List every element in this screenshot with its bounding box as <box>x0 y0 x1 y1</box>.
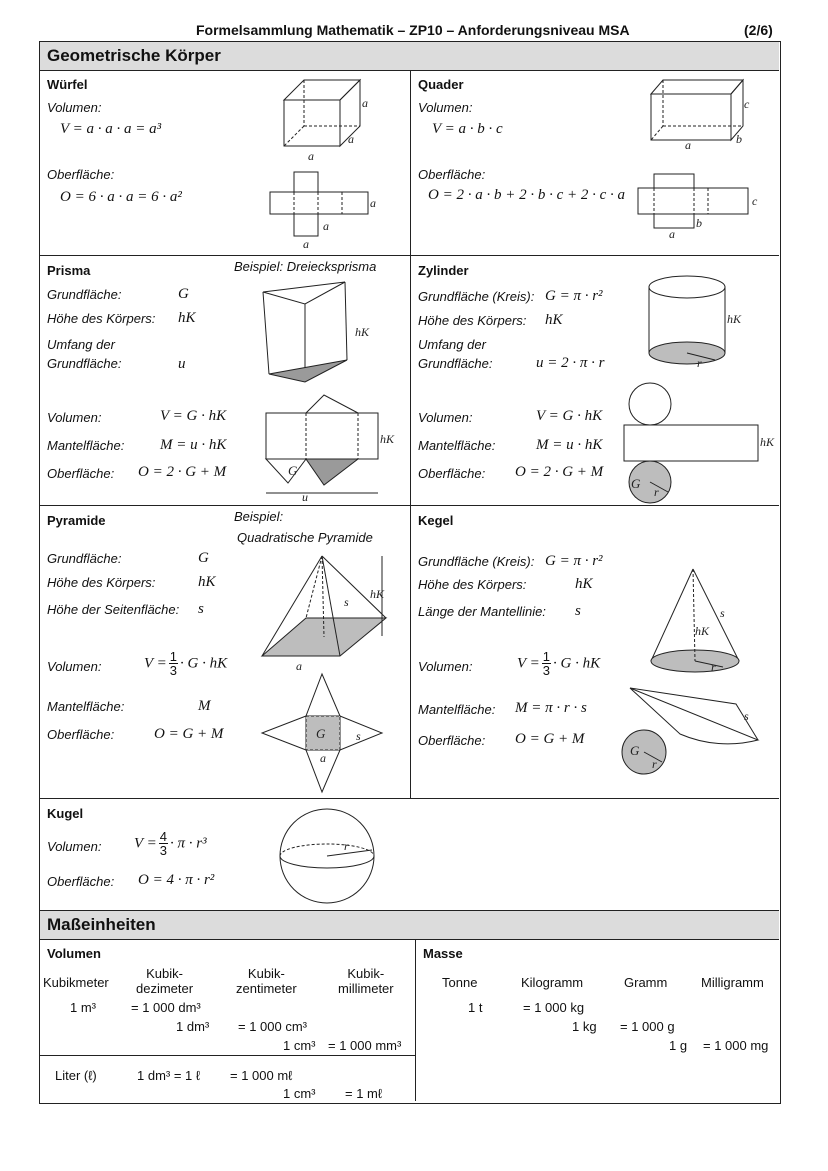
zylinder-vol-label: Volumen: <box>418 410 473 425</box>
zylinder-perim-label: Grundfläche: <box>418 356 493 371</box>
liter-row: = 1 000 mℓ <box>230 1068 293 1083</box>
wuerfel-surf-formula: O = 6 · a · a = 6 · a² <box>60 189 182 205</box>
prisma-mantel-label: Mantelfläche: <box>47 438 125 453</box>
pyramide-surf-formula: O = G + M <box>154 726 224 742</box>
volumen-title: Volumen <box>47 946 101 961</box>
zylinder-perim-formula: u = 2 · π · r <box>536 355 605 371</box>
volumen-row: = 1 000 mm³ <box>328 1038 402 1053</box>
prisma-vol-label: Volumen: <box>47 410 102 425</box>
svg-text:b: b <box>696 216 702 230</box>
prisma-surf-formula: O = 2 · G + M <box>138 464 227 480</box>
svg-text:hK: hK <box>695 624 710 638</box>
svg-text:s: s <box>720 606 725 620</box>
cylinder-diagram <box>645 265 755 380</box>
pyramide-mantel-sym: M <box>198 698 211 714</box>
sphere-diagram <box>276 806 380 906</box>
kugel-surf-formula: O = 4 · π · r² <box>138 872 215 888</box>
pyramide-title: Pyramide <box>47 513 106 528</box>
svg-text:hK: hK <box>370 587 385 601</box>
pyramide-height-label: Höhe des Körpers: <box>47 575 156 590</box>
svg-text:a: a <box>669 227 675 241</box>
quader-title: Quader <box>418 77 464 92</box>
section-geometrische-koerper: Geometrische Körper <box>40 42 779 71</box>
cone-diagram <box>645 565 755 680</box>
pyramide-vol-formula: V = $\frac{1}{3}$ · G · hK <box>144 649 228 678</box>
volumen-header: Kubik- zentimeter <box>236 966 297 996</box>
volumen-header: Kubikmeter <box>43 975 109 990</box>
svg-text:hK: hK <box>380 432 395 446</box>
wuerfel-surf-label: Oberfläche: <box>47 167 115 182</box>
prisma-perim-label: Umfang der <box>47 337 115 352</box>
masse-row: 1 t <box>468 1000 483 1015</box>
svg-text:G: G <box>631 476 641 491</box>
svg-text:a: a <box>296 659 302 672</box>
pyramide-example: Beispiel: <box>234 509 284 524</box>
prisma-base-label: Grundfläche: <box>47 287 122 302</box>
grid-divider <box>415 940 416 1101</box>
svg-text:r: r <box>697 356 702 370</box>
pyramide-surf-label: Oberfläche: <box>47 727 115 742</box>
liter-row: 1 cm³ <box>283 1086 316 1101</box>
kegel-mantel-formula: M = π · r · s <box>515 700 587 716</box>
svg-text:G: G <box>288 463 298 478</box>
grid-divider <box>40 1055 415 1056</box>
masse-row: 1 g <box>669 1038 688 1053</box>
square-pyramid-diagram <box>258 550 398 672</box>
kegel-line-label: Länge der Mantellinie: <box>418 604 546 619</box>
volumen-row: 1 dm³ <box>176 1019 210 1034</box>
zylinder-mantel-formula: M = u · hK <box>536 437 603 453</box>
zylinder-base-label: Grundfläche (Kreis): <box>418 289 535 304</box>
svg-text:G: G <box>630 743 640 758</box>
svg-text:r: r <box>711 660 716 674</box>
cube-net-diagram <box>268 170 380 252</box>
svg-text:s: s <box>344 595 349 609</box>
masse-header: Tonne <box>442 975 478 990</box>
prisma-vol-formula: V = G · hK <box>160 408 227 424</box>
cone-net-diagram <box>618 682 778 797</box>
svg-text:hK: hK <box>727 312 742 326</box>
prisma-height-label: Höhe des Körpers: <box>47 311 156 326</box>
cuboid-diagram <box>645 72 755 152</box>
svg-text:a: a <box>370 196 376 210</box>
svg-text:c: c <box>752 194 758 208</box>
kegel-base-label: Grundfläche (Kreis): <box>418 554 535 569</box>
svg-text:a: a <box>303 237 309 251</box>
pyramide-base-label: Grundfläche: <box>47 551 122 566</box>
masse-header: Gramm <box>624 975 668 990</box>
wuerfel-title: Würfel <box>47 77 88 92</box>
zylinder-mantel-label: Mantelfläche: <box>418 438 496 453</box>
kegel-vol-formula: V = $\frac{1}{3}$ · G · hK <box>517 649 601 678</box>
kegel-surf-label: Oberfläche: <box>418 733 486 748</box>
volumen-header: Kubik- millimeter <box>338 966 394 996</box>
volumen-row: 1 m³ <box>70 1000 96 1015</box>
svg-text:a: a <box>320 751 326 765</box>
volumen-header: Kubik- dezimeter <box>136 966 194 996</box>
kegel-surf-formula: O = G + M <box>515 731 585 747</box>
svg-text:s: s <box>356 729 361 743</box>
svg-text:hK: hK <box>760 435 775 449</box>
pyramide-base-sym: G <box>198 550 209 566</box>
kegel-mantel-label: Mantelfläche: <box>418 702 496 717</box>
svg-text:c: c <box>744 97 750 111</box>
kegel-height-sym: hK <box>575 576 593 592</box>
zylinder-title: Zylinder <box>418 263 469 278</box>
prisma-example: Beispiel: Dreiecksprisma <box>234 259 377 274</box>
zylinder-height-sym: hK <box>545 312 563 328</box>
pyramide-height-sym: hK <box>198 574 216 590</box>
zylinder-height-label: Höhe des Körpers: <box>418 313 527 328</box>
prisma-perim-label: Grundfläche: <box>47 356 122 371</box>
quader-surf-formula: O = 2 · a · b + 2 · b · c + 2 · c · a <box>428 187 626 203</box>
masse-title: Masse <box>423 946 463 961</box>
quader-surf-label: Oberfläche: <box>418 167 486 182</box>
svg-text:hK: hK <box>355 325 370 339</box>
triangular-prism-diagram <box>255 278 385 390</box>
masse-row: = 1 000 mg <box>703 1038 769 1053</box>
masse-header: Milligramm <box>701 975 764 990</box>
prisma-base-sym: G <box>178 286 189 302</box>
label-a: a <box>348 132 354 146</box>
masse-row: = 1 000 g <box>620 1019 675 1034</box>
svg-text:u: u <box>302 490 308 503</box>
zylinder-vol-formula: V = G · hK <box>536 408 603 424</box>
svg-text:r: r <box>654 485 659 499</box>
pyramid-net-diagram <box>258 670 398 800</box>
section-masseinheiten: Maßeinheiten <box>40 911 779 940</box>
zylinder-surf-label: Oberfläche: <box>418 466 486 481</box>
quader-vol-formula: V = a · b · c <box>432 121 503 137</box>
svg-text:a: a <box>323 219 329 233</box>
label-a: a <box>362 96 368 110</box>
kegel-base-formula: G = π · r² <box>545 553 603 569</box>
kegel-line-sym: s <box>575 603 581 619</box>
grid-divider <box>410 71 411 798</box>
liter-label: Liter (ℓ) <box>55 1068 97 1083</box>
zylinder-perim-label: Umfang der <box>418 337 486 352</box>
pyramide-side-label: Höhe der Seitenfläche: <box>47 602 180 617</box>
liter-row: 1 dm³ = 1 ℓ <box>137 1068 201 1083</box>
svg-text:b: b <box>736 132 742 146</box>
prisma-surf-label: Oberfläche: <box>47 466 115 481</box>
quader-vol-label: Volumen: <box>418 100 473 115</box>
page-number: (2/6) <box>744 22 773 38</box>
svg-text:s: s <box>744 709 749 723</box>
wuerfel-vol-label: Volumen: <box>47 100 102 115</box>
kugel-surf-label: Oberfläche: <box>47 874 115 889</box>
prisma-height-sym: hK <box>178 310 196 326</box>
grid-divider <box>40 505 779 506</box>
masse-row: 1 kg <box>572 1019 597 1034</box>
svg-text:r: r <box>652 757 657 771</box>
cylinder-net-diagram <box>620 380 780 505</box>
volumen-row: = 1 000 cm³ <box>238 1019 308 1034</box>
prisma-title: Prisma <box>47 263 91 278</box>
wuerfel-vol-formula: V = a · a · a = a³ <box>60 121 162 137</box>
zylinder-base-formula: G = π · r² <box>545 288 603 304</box>
svg-text:a: a <box>685 138 691 152</box>
prism-net-diagram <box>262 393 402 503</box>
grid-divider <box>40 255 779 256</box>
pyramide-side-sym: s <box>198 601 204 617</box>
liter-row: = 1 mℓ <box>345 1086 383 1101</box>
kegel-height-label: Höhe des Körpers: <box>418 577 527 592</box>
prisma-mantel-formula: M = u · hK <box>160 437 227 453</box>
zylinder-surf-formula: O = 2 · G + M <box>515 464 604 480</box>
masse-row: = 1 000 kg <box>523 1000 585 1015</box>
volumen-row: = 1 000 dm³ <box>131 1000 201 1015</box>
kugel-title: Kugel <box>47 806 84 821</box>
pyramide-example: Quadratische Pyramide <box>237 530 373 545</box>
kegel-vol-label: Volumen: <box>418 659 473 674</box>
cube-diagram <box>270 70 380 165</box>
pyramide-vol-label: Volumen: <box>47 659 102 674</box>
kegel-title: Kegel <box>418 513 454 528</box>
grid-divider <box>40 798 779 799</box>
volumen-row: 1 cm³ <box>283 1038 316 1053</box>
cuboid-net-diagram <box>636 170 766 242</box>
svg-text:G: G <box>316 726 326 741</box>
kugel-vol-label: Volumen: <box>47 839 102 854</box>
sheet-title: Formelsammlung Mathematik – ZP10 – Anforderungsniveau MSA <box>196 22 630 38</box>
pyramide-mantel-label: Mantelfläche: <box>47 699 125 714</box>
kugel-vol-formula: V = $\frac{4}{3}$ · π · r³ <box>134 829 207 858</box>
svg-text:r: r <box>344 839 349 853</box>
masse-header: Kilogramm <box>521 975 584 990</box>
label-a: a <box>308 149 314 163</box>
prisma-perim-sym: u <box>178 356 186 372</box>
